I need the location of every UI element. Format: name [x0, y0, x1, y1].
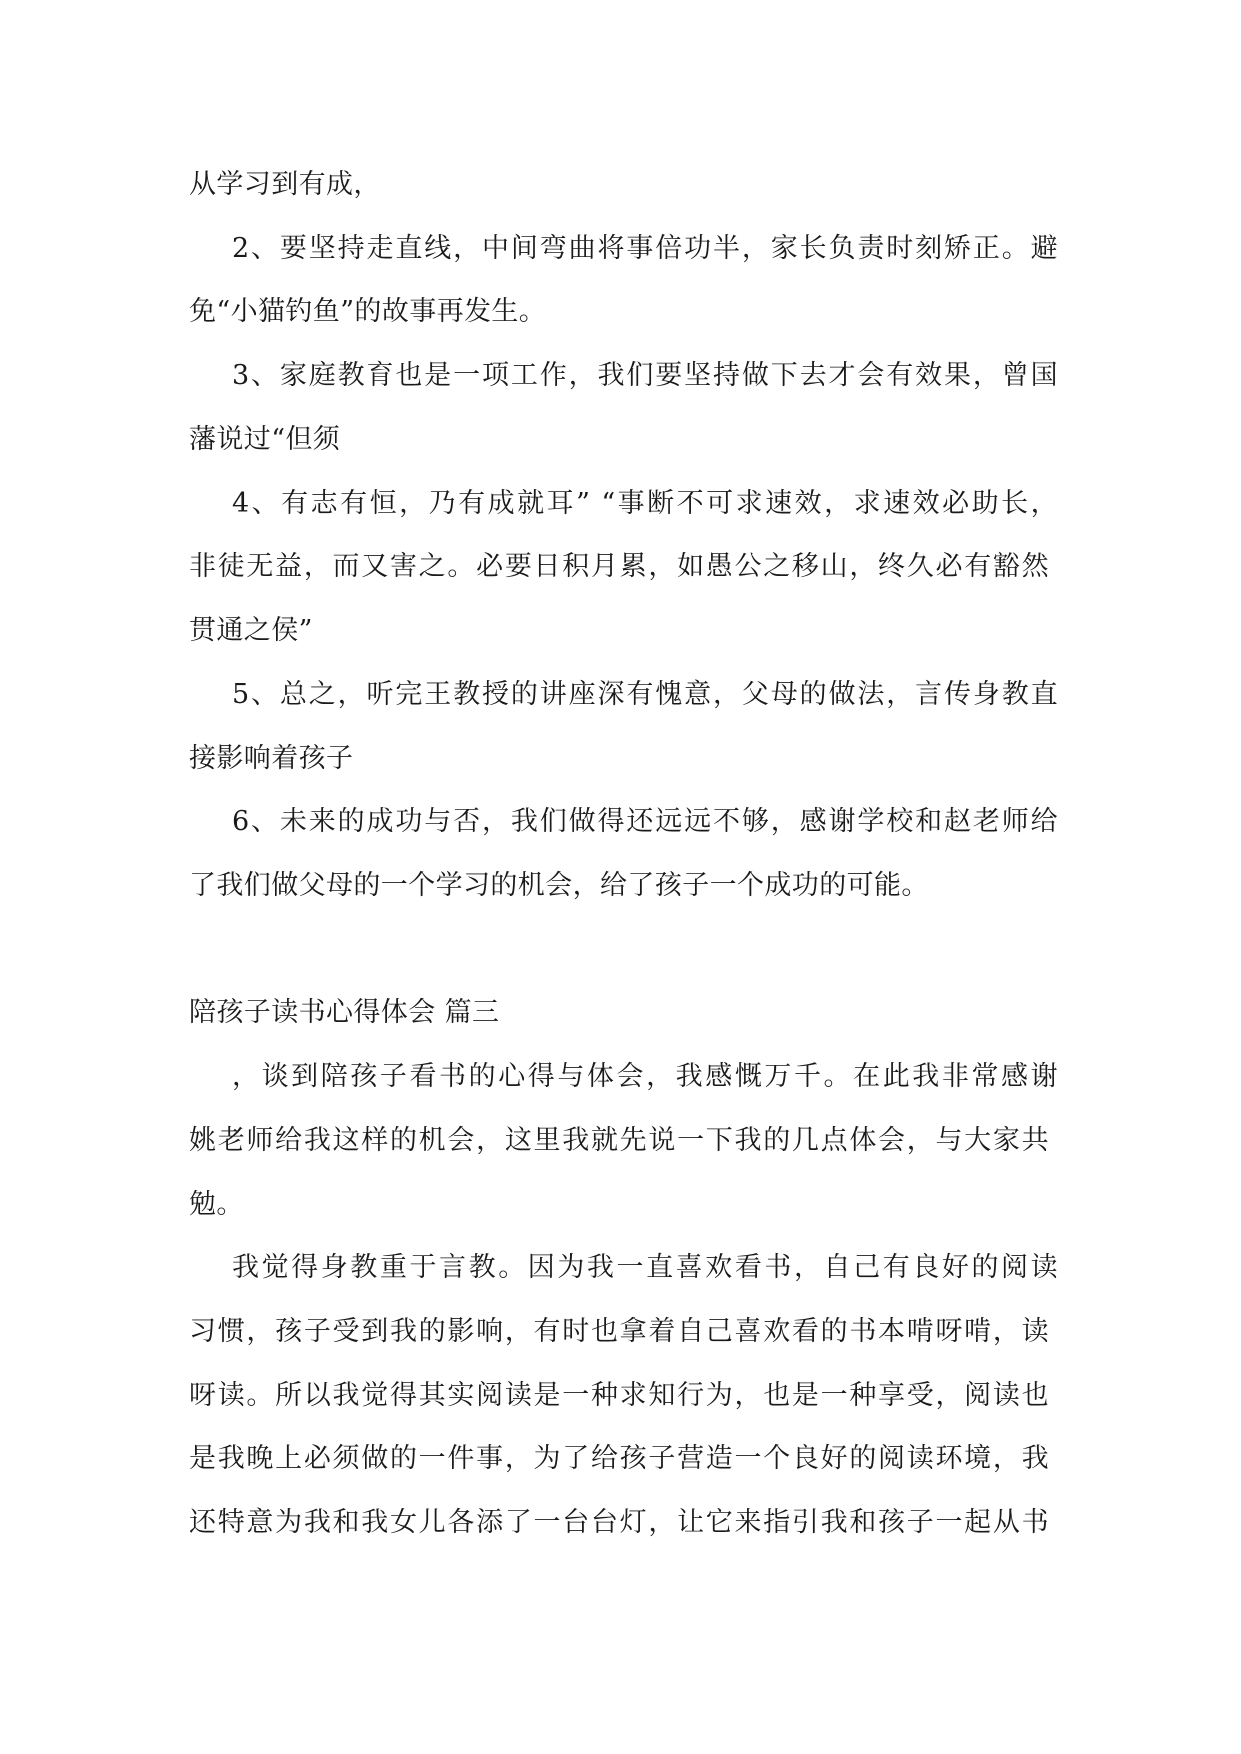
text-line: 勉。 — [189, 1189, 244, 1220]
text-line: 接影响着孩子 — [189, 743, 354, 774]
section-heading: 陪孩子读书心得体会 篇三 — [189, 997, 500, 1028]
text-line: 习惯，孩子受到我的影响，有时也拿着自己喜欢看的书本啃呀啃，读 — [189, 1316, 1049, 1347]
text-line: 藩说过“但须 — [189, 424, 341, 455]
text-line: 还特意为我和我女儿各添了一台台灯，让它来指引我和孩子一起从书 — [189, 1507, 1049, 1538]
text-line: 是我晚上必须做的一件事，为了给孩子营造一个良好的阅读环境，我 — [189, 1443, 1049, 1474]
text-line: 3、家庭教育也是一项工作，我们要坚持做下去才会有效果，曾国 — [232, 360, 1058, 391]
text-line: 4、有志有恒，乃有成就耳” “事断不可求速效，求速效必助长， — [232, 488, 1058, 519]
text-line: 贯通之侯” — [189, 615, 313, 646]
text-line: 姚老师给我这样的机会，这里我就先说一下我的几点体会，与大家共 — [189, 1125, 1049, 1156]
text-line: ，谈到陪孩子看书的心得与体会，我感慨万千。在此我非常感谢 — [232, 1061, 1058, 1092]
text-line: 我觉得身教重于言教。因为我一直喜欢看书，自己有良好的阅读 — [232, 1252, 1058, 1283]
text-line: 非徒无益，而又害之。必要日积月累，如愚公之移山，终久必有豁然 — [189, 551, 1049, 582]
text-line: 免“小猫钓鱼”的故事再发生。 — [189, 296, 547, 327]
text-line: 5、总之，听完王教授的讲座深有愧意，父母的做法，言传身教直 — [232, 679, 1058, 710]
text-line: 2、要坚持走直线，中间弯曲将事倍功半，家长负责时刻矫正。避 — [232, 233, 1058, 264]
text-line: 了我们做父母的一个学习的机会，给了孩子一个成功的可能。 — [189, 870, 929, 901]
text-line: 呀读。所以我觉得其实阅读是一种求知行为，也是一种享受，阅读也 — [189, 1380, 1049, 1411]
text-line: 从学习到有成， — [189, 169, 381, 200]
text-line: 6、未来的成功与否，我们做得还远远不够，感谢学校和赵老师给 — [232, 806, 1058, 837]
